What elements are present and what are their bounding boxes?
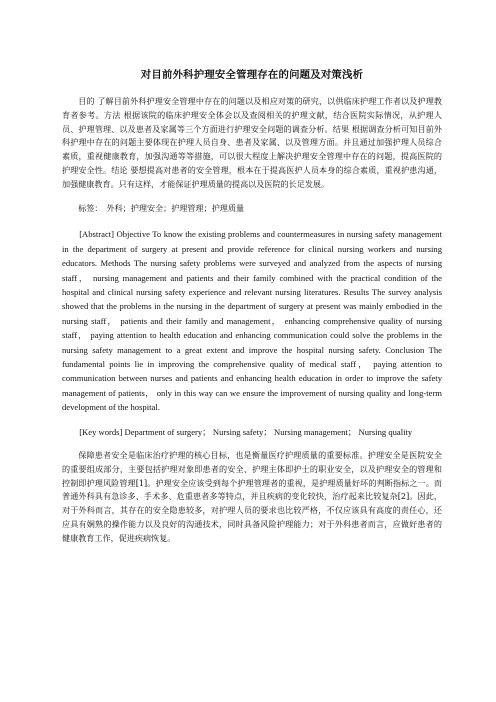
keywords-en: [Key words] Department of surgery； Nursing safety； Nursing management； Nursing quality: [79, 426, 413, 437]
abstract-zh: 目的 了解目前外科护理安全管理中存在的问题以及相应对策的研究，以供临床护理工作者以及护理教育者参考。方法 根据该院的临床护理安全体会以及查阅相关的护理文献，结合医院实际情况，从护理人员、护理管理、以及患者及家属等三个方面进行护理安全问题的调查分析。结果 根据调查分析可知目前外科护理中存在的问题主要体现在护理人员自身、患者及家属、以及管理方面。并且通过加强护理人员综合素质，重视健康教育，加强沟通等等措施，可以很大程度上解决护理安全管理中存在的问题，提高医院的护理安全性。结论 要想提高对患者的安全管理，根本在于提高医护人员本身的综合素质，重视护患沟通，加强健康教育。只有这样，才能保证护理质量的提高以及医院的长足发展。: [62, 96, 442, 189]
keywords-zh: [62, 202, 442, 216]
body-paragraph: 保障患者安全是临床治疗护理的核心目标，也是衡量医疗护理质量的重要标准。护理安全是医院安全的重要组成部分，主要包括护理对象即患者的安全、护理主体即护士的职业安全，以及护理安全的管理和控制即护理风险管理[1]。护理安全应该受到每个护理管理者的重视，是护理质量好坏的判断指标之一。而普通外科具有急诊多、手术多、危重患者多等特点，并且疾病的变化较快，治疗起来比较复杂[2]。因此，对于外科而言，其存在的安全隐患较多，对护理人员的要求也比较严格，不仅应该具有高度的责任心，还应具有娴熟的操作能力以及良好的沟通技术，同时具备风险护理能力；对于外科患者而言，应做好患者的健康教育工作，促进疾病恢复。: [62, 450, 442, 543]
document-title: 对目前外科护理安全管理存在的问题及对策浅析: [140, 69, 364, 81]
abstract-en: [Abstract] Objective To know the existing problems and countermeasures in nursing safety management in the department of surgery at present and provide reference for clinical nursing workers and nursing educators. Methods The nursing safety problems were surveyed and analyzed from the aspects of nursing staff， nursing management and patients and their family combined with the practical condition of the hospital and clinical nursing safety experience and relevant nursing literatures. Results The survey analysis showed that the problems in the nursing in the department of surgery at present was mainly embodied in the nursing staff， patients and their family and management， enhancing comprehensive quality of nursing staff， paying attention to health education and enhancing communication could solve the problems in the nursing safety management to a great extent and improve the hospital nursing safety. Conclusion The fundamental points lie in improving the comprehensive quality of medical staff， paying attention to communication between nurses and patients and enhancing health education in order to improve the safety management of patients， only in this way can we ensure the improvement of nursing quality and long-term development of the hospital.: [62, 229, 442, 413]
keywords-zh-text: 外科；护理安全；护理管理；护理质量: [106, 202, 245, 213]
keywords-zh-label: 标签：: [78, 202, 103, 213]
